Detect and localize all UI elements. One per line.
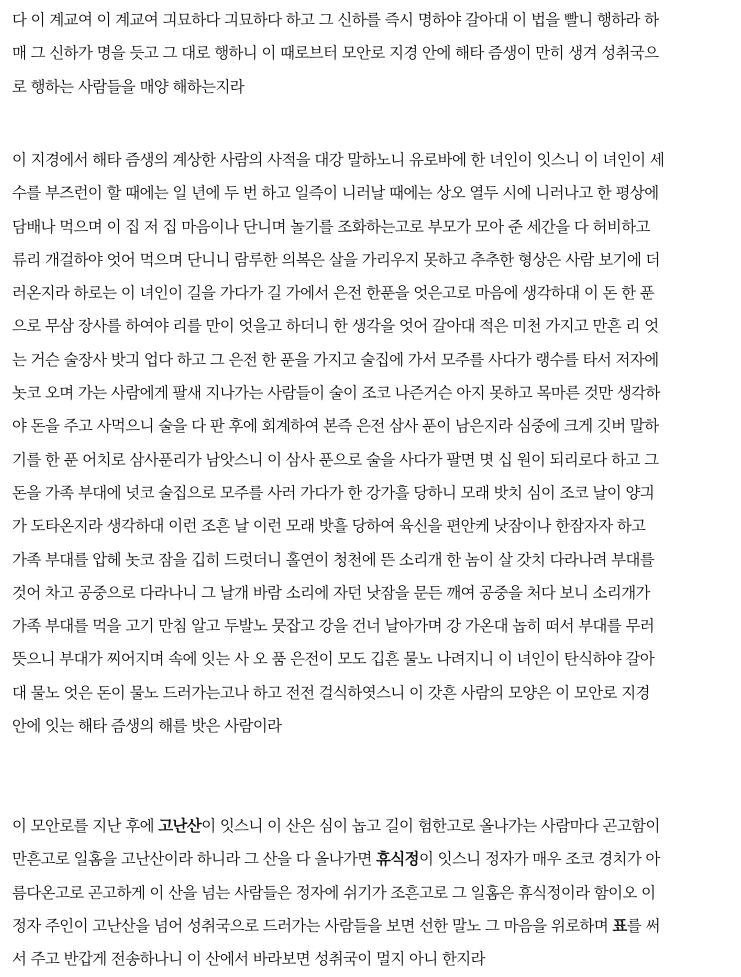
text-line: 가족 부대를 먹을 고기 만침 알고 두발노 뭇잡고 강을 건너 날아가며 강 가온대 놉히 떠서 부대를 무러 [12, 617, 655, 636]
text-line [12, 843, 737, 876]
place-name-bold: 고난산 [158, 817, 202, 835]
text-line: 뜻으니 부대가 찌어지며 속에 잇는 사 오 품 은전이 모도 깁흔 물노 나려지니 이 녀인이 탄식하야 갈아 [12, 650, 655, 669]
text-line: 으로 무삼 장사를 하여야 리를 만이 엇을고 하더니 한 생각을 엇어 갈아대 적은 미천 가지고 만흔 리 엇 [12, 317, 659, 336]
text-line: 야 돈을 주고 사먹으니 술을 다 판 후에 회계하여 본즉 은전 삼사 푼이 남은지라 심중에 크게 깃버 말하 [12, 417, 659, 436]
text-line: 매 그 신하가 명을 듯고 그 대로 행하니 이 때로브터 모안로 지경 안에 해타 즘생이 만히 생겨 성취국으 [12, 44, 659, 63]
text-line: 가족 부대를 압헤 놋코 잠을 깁히 드럿더니 홀연이 청천에 뜬 소리개 한 놈이 살 갓치 다라나려 부대를 [12, 550, 655, 569]
text-segment: 이 잇스니 정자가 매우 조코 경치가 아 [419, 850, 660, 869]
text-line: 름다온고로 곤고하게 이 산을 넘는 사람들은 정자에 쉬기가 조흔고로 그 일홈은 휴식정이라 함이오 이 [12, 883, 656, 902]
text-line: 안에 잇는 해타 즘생의 해를 밧은 사람이라 [12, 717, 282, 736]
text-line: 대 물노 엇은 돈이 물노 드러가는고나 하고 전전 걸식하엿스니 이 갓흔 사람의 모양은 이 모안로 지경 [12, 683, 650, 702]
text-line [12, 910, 737, 943]
text-line: 돈을 가족 부대에 넛코 술집으로 모주를 사러 가다가 한 강가흘 당하니 모래 밧치 심이 조코 날이 양긔 [12, 483, 655, 502]
place-name-bold: 휴식정 [376, 850, 419, 869]
paragraph-1 [12, 4, 737, 104]
text-line: 가 도타온지라 생각하대 이런 조흔 날 이런 모래 밧흘 당하여 육신을 편안케 낫잠이나 한잠자자 하고 [12, 517, 646, 536]
text-segment: 를 써 [626, 916, 660, 935]
text-line: 담배나 먹으며 이 집 저 집 마음이나 단니며 놀기를 조화하는고로 부모가 모아 준 세간을 다 허비하고 [12, 217, 650, 236]
text-line: 이 지경에서 해타 즘생의 계상한 사람의 사적을 대강 말하노니 유로바에 한 녀인이 잇스니 이 녀인이 세 [12, 151, 665, 169]
text-line: 서 주고 반갑게 전송하나니 이 산에서 바라보면 성취국이 멀지 아니 한지라 [12, 950, 485, 969]
text-line: 수를 부즈런이 할 때에는 일 년에 두 번 하고 일즉이 니러날 때에는 상오 열두 시에 니러나고 한 평상에 [12, 184, 659, 203]
text-segment: 이 잇스니 이 산은 심이 놉고 길이 험한고로 올나가는 사람마다 곤고함이 [201, 817, 660, 835]
text-line [12, 810, 737, 843]
text-line: 류리 개걸하야 엇어 먹으며 단니니 람루한 의복은 살을 가리우지 못하고 추추한 형상은 사람 보기에 더 [12, 250, 660, 269]
paragraph-2 [12, 144, 737, 743]
text-segment: 이 모안로를 지난 후에 [12, 817, 159, 835]
text-segment: 정자 주인이 고난산을 넘어 성취국으로 드러가는 사람들을 보면 선한 말노 그 마음을 위로하며 [12, 916, 613, 935]
paragraph-3 [12, 810, 737, 976]
text-line: 러온지라 하로는 이 녀인이 길을 가다가 길 가에서 은전 한푼을 엇은고로 마음에 생각하대 이 돈 한 푼 [12, 284, 655, 303]
text-line: 는 거슨 술장사 밧긔 업다 하고 그 은전 한 푼을 가지고 술집에 가서 모주를 사다가 랭수를 타서 저자에 [12, 350, 659, 369]
text-line: 로 행하는 사람들을 매양 해하는지라 [12, 77, 245, 96]
emphasized-word-bold: 표 [612, 916, 627, 935]
text-line: 것어 차고 공중으로 다라나니 그 날개 바람 소리에 자던 낫잠을 문든 깨여 공중을 처다 보니 소리개가 [12, 583, 650, 602]
text-line: 기를 한 푼 어치로 삼사푼리가 남앗스니 이 삼사 푼으로 술을 사다가 팔면 몃 십 원이 되리로다 하고 그 [12, 450, 659, 469]
text-line: 놋코 오며 가는 사람에게 팔새 지나가는 사람들이 술이 조코 나즌거슨 아지 못하고 목마른 것만 생각하 [12, 384, 660, 403]
text-line: 다 이 계교여 이 계교여 긔묘하다 긔묘하다 하고 그 신하를 즉시 명하야 갈아대 이 법을 빨니 행하라 하 [12, 11, 659, 29]
text-segment: 만흔고로 일홈을 고난산이라 하니라 그 산을 다 올나가면 [12, 850, 377, 869]
